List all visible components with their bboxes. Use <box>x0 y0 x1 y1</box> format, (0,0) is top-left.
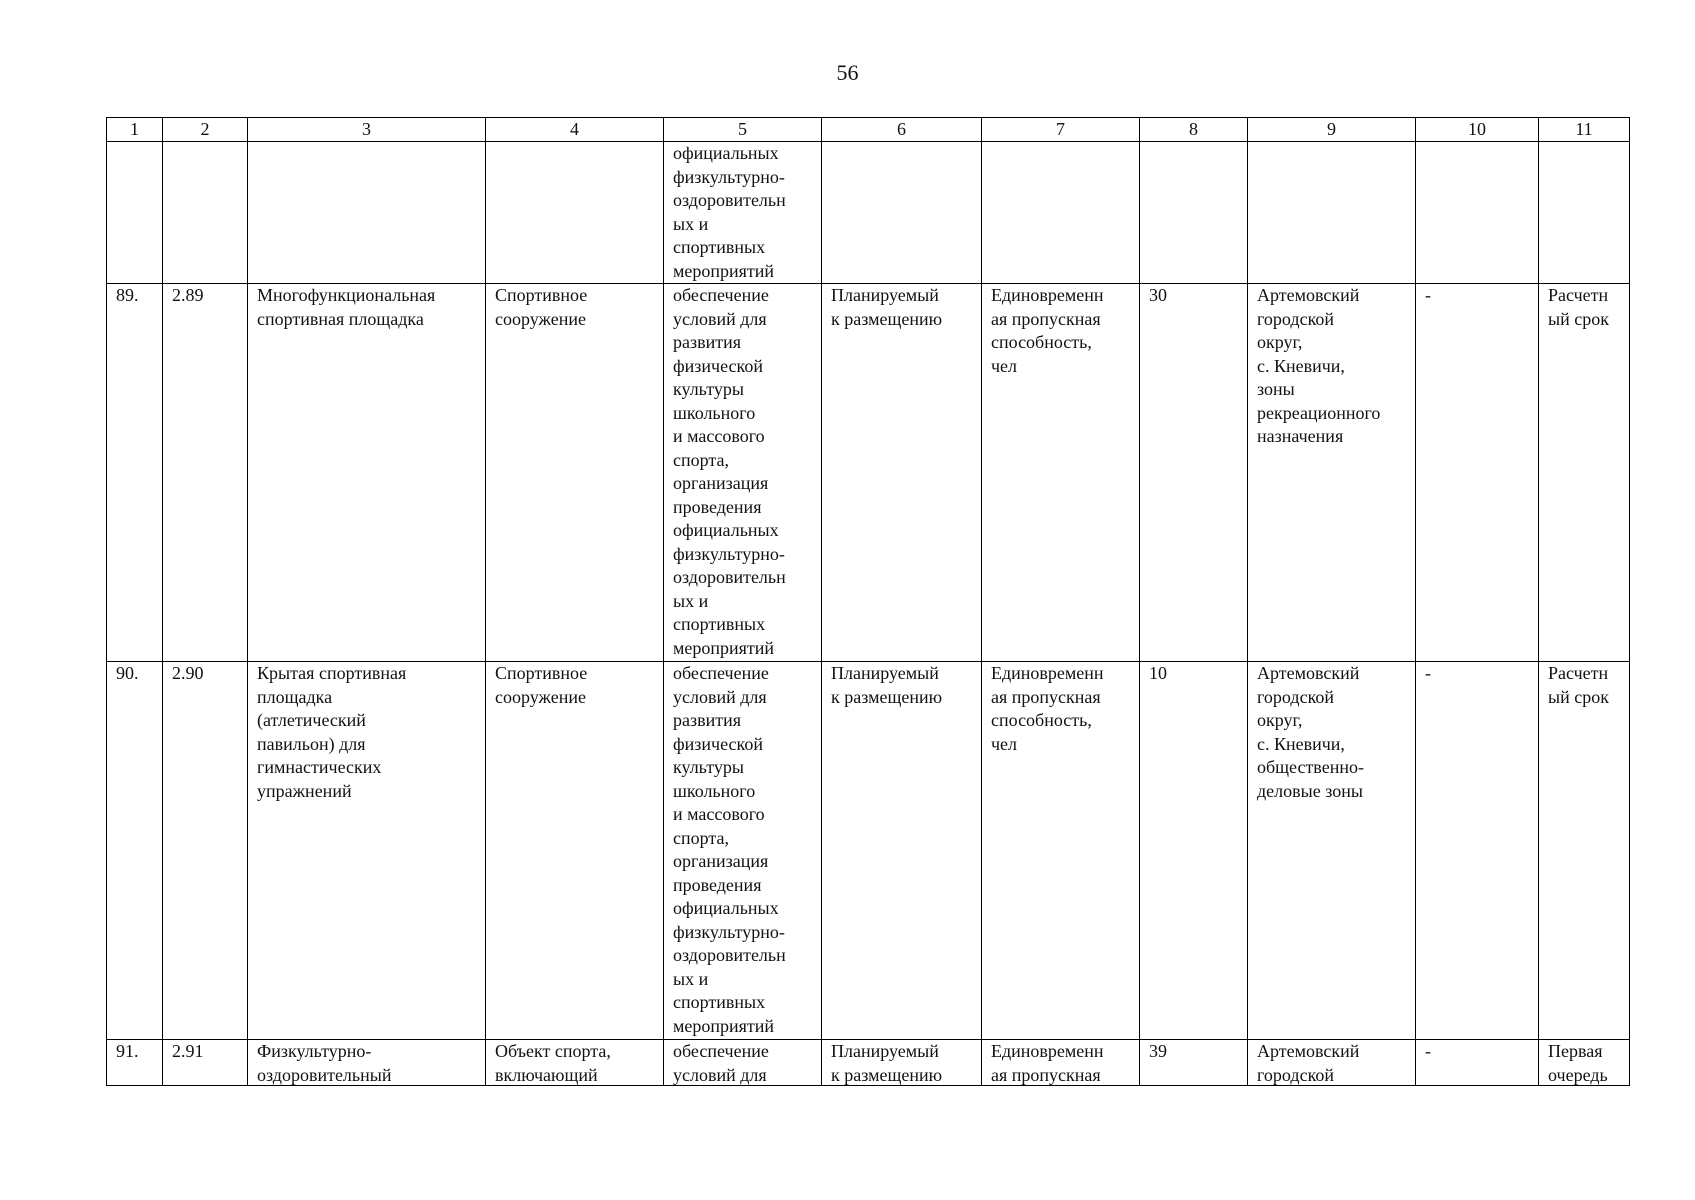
characteristic-value: 30 <box>1140 284 1248 662</box>
object-type: Объект спорта, включающий <box>495 1041 611 1085</box>
purpose-continuation-text: официальных физкультурно- оздоровительн ых и спортивных мероприятий <box>673 143 786 281</box>
page-number: 56 <box>836 60 859 85</box>
implementation-term: Расчетн ый срок <box>1548 663 1609 707</box>
object-code: 2.91 <box>163 1040 248 1086</box>
object-status: Планируемый к размещению <box>831 285 943 329</box>
column-header-5: 5 <box>664 118 822 142</box>
table-cell <box>1539 142 1630 284</box>
table-cell <box>1140 142 1248 284</box>
object-characteristic: Единовременн ая пропускная <box>991 1041 1104 1085</box>
implementation-term: Первая очередь <box>1548 1041 1608 1085</box>
characteristic-value: 39 <box>1140 1040 1248 1086</box>
table-cell <box>822 142 982 284</box>
object-purpose: обеспечение условий для развития физической культуры школьного и массового спорта, организация проведения официальных физкультурно- оздоровительн ых и спортивных мероприятий <box>673 663 786 1036</box>
table-row <box>107 1040 1630 1086</box>
object-code: 2.89 <box>163 284 248 662</box>
column-header-9: 9 <box>1248 118 1416 142</box>
object-characteristic: Единовременн ая пропускная способность, чел <box>991 663 1104 754</box>
continuation-row <box>107 142 1630 284</box>
row-number: 91. <box>107 1040 163 1086</box>
column-header-3: 3 <box>248 118 486 142</box>
object-location: Артемовский городской округ, с. Кневичи, общественно- деловые зоны <box>1257 663 1364 801</box>
object-characteristic: Единовременн ая пропускная способность, чел <box>991 285 1104 376</box>
object-name: Многофункциональная спортивная площадка <box>257 285 436 329</box>
column-header-4: 4 <box>486 118 664 142</box>
column-header-8: 8 <box>1140 118 1248 142</box>
implementation-term: Расчетн ый срок <box>1548 285 1609 329</box>
object-name: Физкультурно- оздоровительный <box>257 1041 392 1085</box>
zone-value: - <box>1416 662 1539 1040</box>
table-cell <box>1416 142 1539 284</box>
planned-objects-table <box>106 117 1630 1086</box>
characteristic-value: 10 <box>1140 662 1248 1040</box>
column-header-6: 6 <box>822 118 982 142</box>
table-cell <box>107 142 163 284</box>
table-cell <box>163 142 248 284</box>
column-header-1: 1 <box>107 118 163 142</box>
table-cell <box>664 142 822 284</box>
table-cell <box>486 142 664 284</box>
zone-value: - <box>1416 284 1539 662</box>
object-purpose: обеспечение условий для <box>673 1041 769 1085</box>
column-header-11: 11 <box>1539 118 1630 142</box>
object-status: Планируемый к размещению <box>831 663 943 707</box>
column-number-header-row <box>107 118 1630 142</box>
object-type: Спортивное сооружение <box>495 663 588 707</box>
zone-value: - <box>1416 1040 1539 1086</box>
table-cell <box>1248 142 1416 284</box>
object-status: Планируемый к размещению <box>831 1041 943 1085</box>
table-row <box>107 662 1630 1040</box>
object-type: Спортивное сооружение <box>495 285 588 329</box>
column-header-10: 10 <box>1416 118 1539 142</box>
table-row <box>107 284 1630 662</box>
table-cell <box>982 142 1140 284</box>
object-code: 2.90 <box>163 662 248 1040</box>
object-location: Артемовский городской округ, с. Кневичи, зоны рекреационного назначения <box>1257 285 1381 446</box>
row-number: 90. <box>107 662 163 1040</box>
column-header-2: 2 <box>163 118 248 142</box>
object-location: Артемовский городской <box>1257 1041 1360 1085</box>
row-number: 89. <box>107 284 163 662</box>
object-purpose: обеспечение условий для развития физической культуры школьного и массового спорта, организация проведения официальных физкультурно- оздоровительн ых и спортивных мероприятий <box>673 285 786 658</box>
object-name: Крытая спортивная площадка (атлетический павильон) для гимнастических упражнений <box>257 663 407 801</box>
column-header-7: 7 <box>982 118 1140 142</box>
table-cell <box>248 142 486 284</box>
